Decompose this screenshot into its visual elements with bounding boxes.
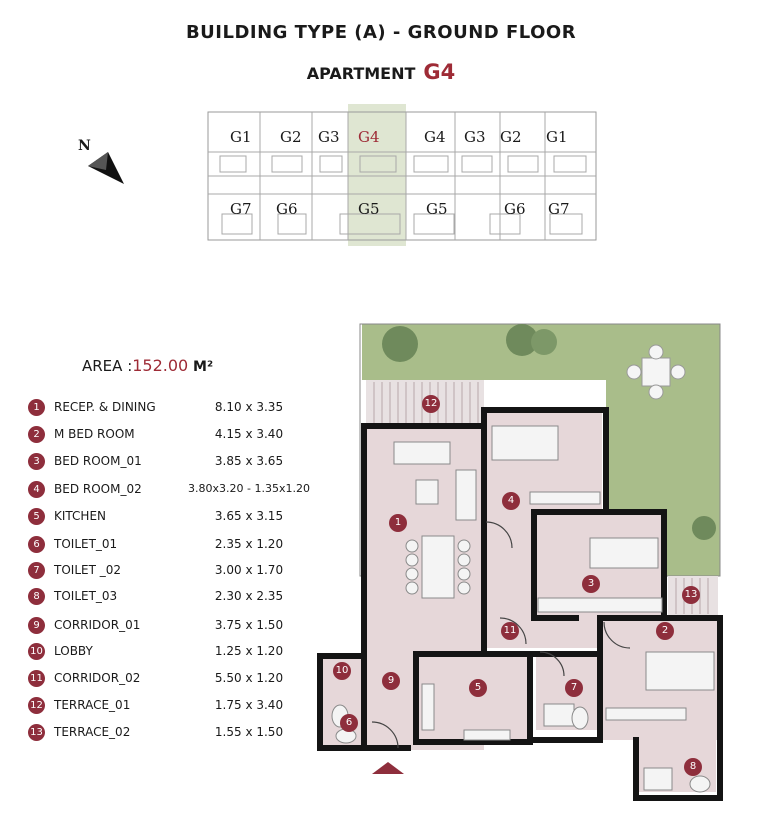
room-dimensions: 3.00 x 1.70 <box>214 563 284 577</box>
key-plan <box>200 104 604 246</box>
keyplan-unit-label: G6 <box>276 200 298 218</box>
floor-plan <box>316 322 726 802</box>
apartment-heading <box>0 60 762 84</box>
room-number-badge: 2 <box>28 426 45 443</box>
legend-row <box>28 425 328 445</box>
legend-row <box>28 616 328 636</box>
room-marker-7: 7 <box>565 679 583 697</box>
room-name: M BED ROOM <box>54 427 135 441</box>
floor-plan-drawing <box>316 322 726 802</box>
room-name: TOILET_01 <box>54 537 118 551</box>
room-number-badge: 4 <box>28 481 45 498</box>
room-number-badge: 7 <box>28 562 45 579</box>
area-value: 152.00 <box>132 356 189 375</box>
room-number-badge: 12 <box>28 697 45 714</box>
room-name: KITCHEN <box>54 509 106 523</box>
north-label: N <box>78 138 91 154</box>
room-name: BED ROOM_02 <box>54 482 142 496</box>
legend-row <box>28 398 328 418</box>
room-marker-5: 5 <box>469 679 487 697</box>
room-number-badge: 6 <box>28 536 45 553</box>
legend-row <box>28 723 328 743</box>
room-number-badge: 9 <box>28 617 45 634</box>
keyplan-unit-label: G4 <box>424 128 446 146</box>
room-dimensions: 5.50 x 1.20 <box>214 671 284 685</box>
keyplan-unit-label: G1 <box>230 128 252 146</box>
legend-row <box>28 561 328 581</box>
room-marker-10: 10 <box>333 662 351 680</box>
keyplan-unit-label: G2 <box>280 128 302 146</box>
legend-row <box>28 452 328 472</box>
room-name: LOBBY <box>54 644 93 658</box>
legend-row <box>28 587 328 607</box>
keyplan-unit-label: G7 <box>230 200 252 218</box>
keyplan-unit-label: G3 <box>318 128 340 146</box>
room-marker-13: 13 <box>682 586 700 604</box>
room-number-badge: 11 <box>28 670 45 687</box>
room-number-badge: 8 <box>28 588 45 605</box>
keyplan-unit-label: G2 <box>500 128 522 146</box>
room-name: BED ROOM_01 <box>54 454 142 468</box>
legend-row <box>28 642 328 662</box>
room-marker-6: 6 <box>340 714 358 732</box>
room-dimensions: 1.25 x 1.20 <box>214 644 284 658</box>
room-name: TOILET _02 <box>54 563 121 577</box>
room-marker-8: 8 <box>684 758 702 776</box>
room-marker-3: 3 <box>582 575 600 593</box>
room-marker-9: 9 <box>382 672 400 690</box>
room-name: TERRACE_01 <box>54 698 131 712</box>
page-title: BUILDING TYPE (A) - GROUND FLOOR <box>185 22 577 43</box>
room-name: RECEP. & DINING <box>54 400 156 414</box>
room-number-badge: 13 <box>28 724 45 741</box>
room-dimensions: 4.15 x 3.40 <box>214 427 284 441</box>
room-dimensions: 2.35 x 1.20 <box>214 537 284 551</box>
apartment-id: G4 <box>423 60 456 84</box>
room-name: TOILET_03 <box>54 589 118 603</box>
keyplan-unit-label-highlighted: G4 <box>358 128 380 146</box>
room-dimensions: 3.75 x 1.50 <box>214 618 284 632</box>
room-dimensions: 1.55 x 1.50 <box>214 725 284 739</box>
keyplan-unit-label: G7 <box>548 200 570 218</box>
room-marker-11: 11 <box>501 622 519 640</box>
legend-row <box>28 507 328 527</box>
room-number-badge: 1 <box>28 399 45 416</box>
room-marker-1: 1 <box>389 514 407 532</box>
room-number-badge: 5 <box>28 508 45 525</box>
room-dimensions: 2.30 x 2.35 <box>214 589 284 603</box>
north-arrow-icon <box>78 138 128 190</box>
apartment-label: APARTMENT <box>306 64 416 83</box>
keyplan-unit-label: G5 <box>426 200 448 218</box>
entrance-arrow-icon <box>372 762 404 774</box>
room-number-badge: 10 <box>28 643 45 660</box>
legend-row <box>28 535 328 555</box>
room-dimensions: 3.80x3.20 - 1.35x1.20 <box>188 482 310 495</box>
key-plan-drawing <box>200 104 604 246</box>
legend-row <box>28 669 328 689</box>
keyplan-unit-label: G6 <box>504 200 526 218</box>
area-unit: M² <box>193 359 214 375</box>
room-name: CORRIDOR_01 <box>54 618 141 632</box>
room-name: TERRACE_02 <box>54 725 131 739</box>
room-number-badge: 3 <box>28 453 45 470</box>
room-marker-2: 2 <box>656 622 674 640</box>
legend-row <box>28 480 328 500</box>
room-dimensions: 1.75 x 3.40 <box>214 698 284 712</box>
room-name: CORRIDOR_02 <box>54 671 141 685</box>
room-marker-4: 4 <box>502 492 520 510</box>
highlight-zone <box>348 104 406 246</box>
keyplan-unit-label: G3 <box>464 128 486 146</box>
legend-row <box>28 696 328 716</box>
keyplan-unit-label: G1 <box>546 128 568 146</box>
room-dimensions: 8.10 x 3.35 <box>214 400 284 414</box>
area-label: AREA : <box>82 357 133 375</box>
room-dimensions: 3.85 x 3.65 <box>214 454 284 468</box>
area-summary <box>82 356 213 375</box>
keyplan-unit-label: G5 <box>358 200 380 218</box>
room-marker-12: 12 <box>422 395 440 413</box>
room-dimensions: 3.65 x 3.15 <box>214 509 284 523</box>
